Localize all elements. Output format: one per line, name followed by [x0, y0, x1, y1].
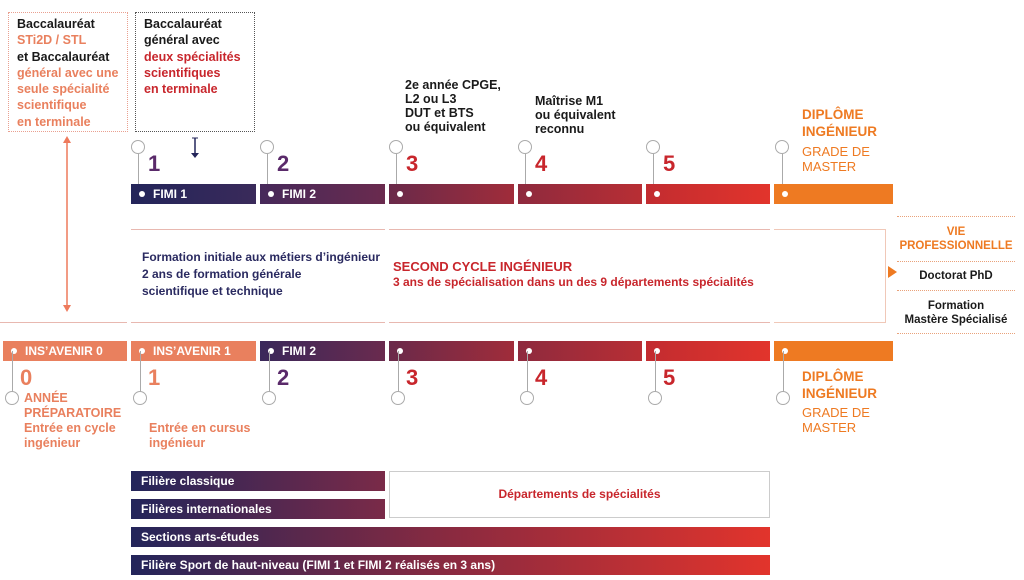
bar-fimi2: FIMI 2	[260, 341, 385, 361]
year-number: 0	[20, 365, 33, 390]
year-number: 2	[277, 151, 290, 176]
year-number: 5	[663, 151, 676, 176]
bar-diploma	[774, 341, 893, 361]
text: scientifique et technique	[142, 284, 283, 298]
text: scientifiques	[144, 65, 221, 80]
year-number: 5	[663, 365, 676, 390]
grade-master	[802, 144, 870, 174]
text: Entrée en cycle	[24, 421, 116, 435]
text: Baccalauréat	[17, 17, 95, 31]
text: général avec	[144, 33, 220, 48]
bar-fimi1: FIMI 1	[131, 184, 256, 204]
second-cycle-desc: 3 ans de spécialisation dans un des 9 départements spécialités	[393, 275, 754, 289]
text: VIE	[946, 226, 966, 238]
text: Formation	[927, 300, 985, 312]
timeline-line	[0, 322, 127, 323]
text: MASTER	[802, 420, 857, 435]
timeline-line	[131, 322, 385, 323]
text: PRÉPARATOIRE	[24, 406, 122, 420]
timeline-line	[389, 322, 770, 323]
connector	[527, 351, 528, 392]
text: scientifique	[17, 98, 87, 113]
text: ingénieur	[149, 436, 206, 450]
text: GRADE DE	[802, 144, 870, 159]
bar-year3	[389, 184, 514, 204]
milestone-circle	[131, 140, 145, 154]
text: deux spécialités	[144, 49, 241, 64]
year-number: 4	[535, 365, 548, 390]
milestone-circle	[648, 391, 662, 405]
year-number: 3	[406, 365, 419, 390]
entry-cpge	[405, 78, 501, 134]
text: général avec une	[17, 65, 119, 80]
text: ANNÉE	[24, 391, 68, 405]
text: GRADE DE	[802, 405, 870, 420]
text: reconnu	[535, 122, 585, 136]
milestone-circle	[391, 391, 405, 405]
text: seule spécialité	[17, 82, 110, 97]
connector	[269, 351, 270, 392]
timeline-line	[131, 229, 385, 230]
sections-arts-etudes: Sections arts-études	[131, 527, 770, 547]
filieres-internationales: Filières internationales	[131, 499, 385, 519]
milestone-circle	[133, 391, 147, 405]
second-cycle-title: SECOND CYCLE INGÉNIEUR	[393, 259, 573, 274]
milestone-circle	[776, 391, 790, 405]
text: DIPLÔME	[802, 369, 864, 384]
bar-year5	[646, 184, 770, 204]
text: Mastère Spécialisé	[904, 314, 1008, 326]
connector	[655, 351, 656, 392]
milestone-circle	[646, 140, 660, 154]
milestone-circle	[518, 140, 532, 154]
text: INGÉNIEUR	[802, 124, 878, 139]
milestone-circle	[260, 140, 274, 154]
bar-year5	[646, 341, 770, 361]
diploma-title	[802, 368, 877, 402]
milestone-circle	[5, 391, 19, 405]
text: ingénieur	[24, 436, 81, 450]
connector	[12, 351, 13, 392]
milestone-circle	[389, 140, 403, 154]
text: Baccalauréat	[144, 17, 222, 31]
year-number: 2	[277, 365, 290, 390]
text: Formation initiale aux métiers d’ingénieur	[142, 250, 381, 264]
bracket	[774, 229, 886, 323]
text: STi2D / STL	[17, 33, 87, 48]
text: ou équivalent	[405, 120, 486, 134]
timeline-line	[389, 229, 770, 230]
departements-box: Départements de spécialités	[389, 471, 770, 518]
bar-year3	[389, 341, 514, 361]
text: PROFESSIONNELLE	[899, 240, 1013, 252]
text: MASTER	[802, 159, 857, 174]
text: DUT et BTS	[405, 106, 474, 120]
arrow-icon	[60, 135, 74, 315]
text: Maîtrise M1	[535, 94, 604, 108]
outcome-vie	[897, 216, 1015, 261]
text: 2 ans de formation générale	[142, 267, 302, 281]
text: ou équivalent	[535, 108, 616, 122]
text: L2 ou L3	[405, 92, 457, 106]
year-number: 1	[148, 365, 161, 390]
filiere-sport: Filière Sport de haut-niveau (FIMI 1 et FIMI 2 réalisés en 3 ans)	[131, 555, 770, 575]
bar-year4	[518, 341, 642, 361]
bar-year4	[518, 184, 642, 204]
outcome-doctorat: Doctorat PhD	[897, 261, 1015, 290]
bar-fimi2: FIMI 2	[260, 184, 385, 204]
text: DIPLÔME	[802, 107, 864, 122]
year-number: 1	[148, 151, 161, 176]
entry-bac-general	[135, 12, 255, 132]
milestone-circle	[262, 391, 276, 405]
text: Entrée en cursus	[149, 421, 251, 435]
double-arrow-icon	[189, 136, 201, 160]
grade-master	[802, 405, 870, 435]
connector	[140, 351, 141, 392]
text: 2e année CPGE,	[405, 78, 501, 92]
filiere-classique: Filière classique	[131, 471, 385, 491]
text: INGÉNIEUR	[802, 386, 878, 401]
bar-insavenir0: INS’AVENIR 0	[3, 341, 127, 361]
text: et Baccalauréat	[17, 49, 110, 64]
outcome-formation	[897, 290, 1015, 334]
entree-cursus	[149, 421, 250, 451]
diploma-title	[802, 106, 877, 140]
annee-preparatoire	[24, 391, 121, 451]
entry-m1	[535, 94, 616, 136]
connector	[398, 351, 399, 392]
year-number: 3	[406, 151, 419, 176]
first-cycle-text	[142, 249, 380, 300]
bar-diploma	[774, 184, 893, 204]
text: en terminale	[17, 114, 91, 129]
text: en terminale	[144, 82, 218, 97]
entry-bac-techno	[8, 12, 128, 132]
connector	[783, 351, 784, 392]
year-number: 4	[535, 151, 548, 176]
bar-insavenir1: INS’AVENIR 1	[131, 341, 256, 361]
milestone-circle	[520, 391, 534, 405]
milestone-circle	[775, 140, 789, 154]
